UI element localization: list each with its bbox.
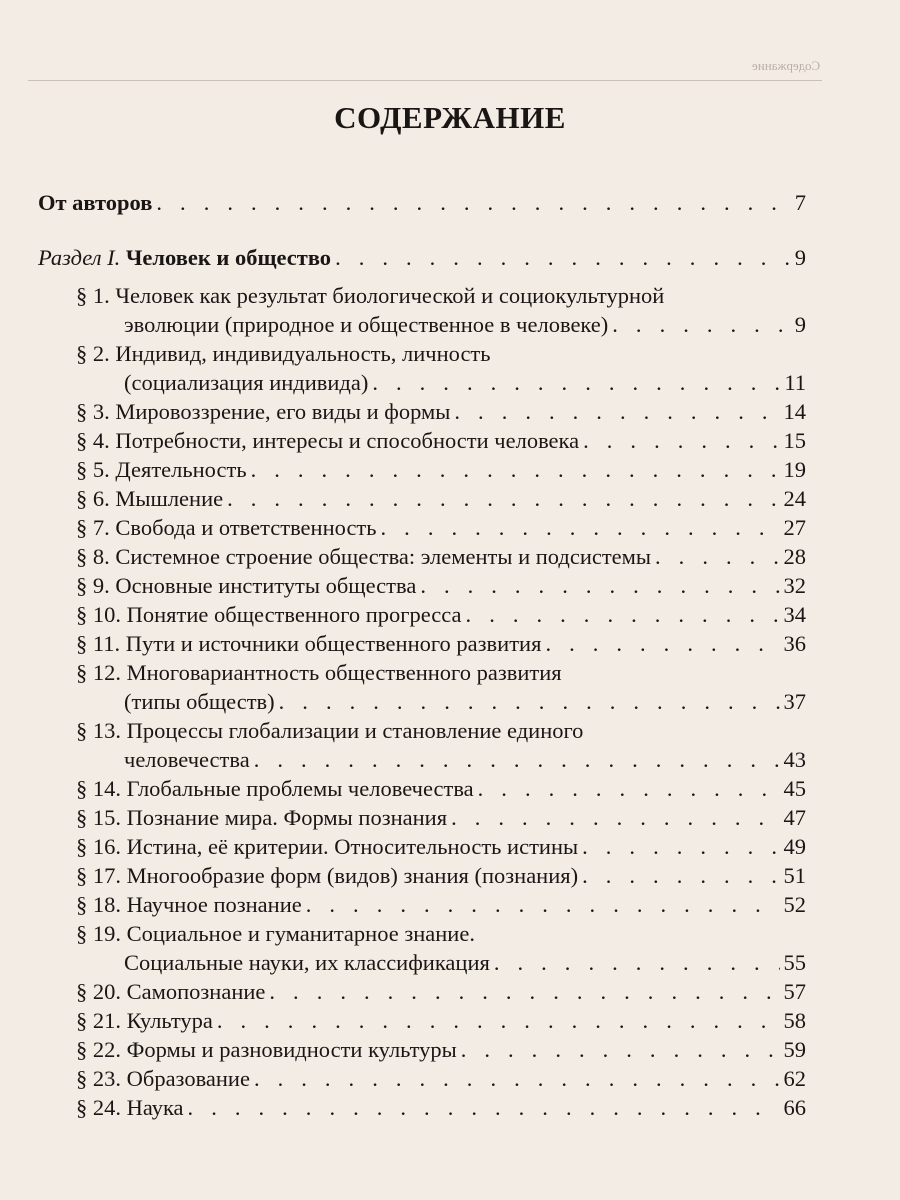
toc-entry	[38, 426, 806, 455]
entry-title: От авторов	[38, 190, 153, 215]
entry-title: § 14. Глобальные проблемы человечества	[76, 776, 474, 801]
dot-leader	[494, 948, 780, 977]
entry-title: § 6. Мышление	[76, 486, 224, 511]
toc-entry	[38, 658, 806, 687]
toc-entry	[38, 1064, 806, 1093]
entry-page: 59	[783, 1037, 806, 1062]
entry-title: человечества	[124, 747, 250, 772]
entry-page: 37	[783, 689, 806, 714]
toc-entries	[38, 281, 806, 1122]
entry-page: 47	[783, 805, 806, 830]
dot-leader	[306, 890, 780, 919]
entry-page: 19	[783, 457, 806, 482]
toc-entry-from-authors	[38, 188, 806, 217]
table-of-contents	[38, 188, 806, 1122]
dot-leader	[156, 188, 790, 217]
toc-entry	[38, 977, 806, 1006]
toc-entry	[38, 629, 806, 658]
toc-entry	[38, 1035, 806, 1064]
section-prefix: Раздел I.	[38, 245, 121, 270]
entry-title: § 16. Истина, её критерии. Относительность истины	[76, 834, 579, 859]
entry-title: § 8. Системное строение общества: элементы и подсистемы	[76, 544, 652, 569]
toc-entry	[38, 339, 806, 368]
header-rule	[28, 80, 822, 81]
entry-title: § 15. Познание мира. Формы познания	[76, 805, 448, 830]
dot-leader	[478, 774, 780, 803]
entry-title: (типы обществ)	[124, 689, 275, 714]
section-title: Человек и общество	[125, 245, 332, 270]
entry-page: 15	[783, 428, 806, 453]
dot-leader	[251, 455, 780, 484]
toc-entry	[38, 484, 806, 513]
entry-title: § 12. Многовариантность общественного развития	[76, 660, 562, 685]
entry-page: 57	[783, 979, 806, 1004]
toc-entry	[38, 368, 806, 397]
dot-leader	[582, 861, 779, 890]
toc-entry	[38, 542, 806, 571]
toc-entry	[38, 687, 806, 716]
toc-entry	[38, 832, 806, 861]
toc-entry	[38, 600, 806, 629]
toc-entry	[38, 745, 806, 774]
dot-leader	[466, 600, 780, 629]
dot-leader	[545, 629, 779, 658]
entry-page: 49	[783, 834, 806, 859]
entry-page: 9	[794, 245, 806, 270]
dot-leader	[254, 745, 780, 774]
entry-page: 24	[783, 486, 806, 511]
entry-page: 45	[783, 776, 806, 801]
entry-title: § 20. Самопознание	[76, 979, 266, 1004]
entry-title: § 7. Свобода и ответственность	[76, 515, 377, 540]
toc-entry	[38, 774, 806, 803]
dot-leader	[420, 571, 779, 600]
entry-page: 66	[783, 1095, 806, 1120]
toc-entry	[38, 890, 806, 919]
entry-page: 9	[794, 312, 806, 337]
entry-title: § 5. Деятельность	[76, 457, 247, 482]
entry-title: § 9. Основные институты общества	[76, 573, 417, 598]
entry-page: 62	[783, 1066, 806, 1091]
entry-title: § 23. Образование	[76, 1066, 250, 1091]
toc-entry	[38, 948, 806, 977]
entry-page: 27	[783, 515, 806, 540]
entry-title: § 4. Потребности, интересы и способности человека	[76, 428, 580, 453]
entry-title: § 2. Индивид, индивидуальность, личность	[76, 341, 491, 366]
toc-entry	[38, 513, 806, 542]
toc-entry	[38, 1006, 806, 1035]
dot-leader	[254, 1064, 780, 1093]
dot-leader	[279, 687, 780, 716]
toc-entry	[38, 455, 806, 484]
entry-page: 51	[783, 863, 806, 888]
toc-entry	[38, 803, 806, 832]
entry-page: 28	[783, 544, 806, 569]
dot-leader	[451, 803, 779, 832]
dot-leader	[227, 484, 779, 513]
dot-leader	[372, 368, 780, 397]
dot-leader	[583, 426, 779, 455]
dot-leader	[381, 513, 780, 542]
entry-page: 14	[783, 399, 806, 424]
page-title: СОДЕРЖАНИЕ	[334, 100, 566, 135]
entry-page: 32	[783, 573, 806, 598]
dot-leader	[461, 1035, 780, 1064]
entry-title: § 19. Социальное и гуманитарное знание.	[76, 921, 475, 946]
toc-entry	[38, 571, 806, 600]
entry-page: 36	[783, 631, 806, 656]
entry-title: эволюции (природное и общественное в человеке)	[124, 312, 609, 337]
toc-entry	[38, 281, 806, 310]
dot-leader	[454, 397, 779, 426]
entry-title: § 22. Формы и разновидности культуры	[76, 1037, 457, 1062]
entry-title: (социализация индивида)	[124, 370, 369, 395]
dot-leader	[582, 832, 779, 861]
entry-title: § 3. Мировоззрение, его виды и формы	[76, 399, 451, 424]
dot-leader	[217, 1006, 780, 1035]
entry-page: 55	[783, 950, 806, 975]
toc-section-heading	[38, 243, 806, 272]
dot-leader	[655, 542, 779, 571]
entry-title: Социальные науки, их классификация	[124, 950, 490, 975]
dot-leader	[335, 243, 791, 272]
entry-title: § 10. Понятие общественного прогресса	[76, 602, 462, 627]
entry-title: § 11. Пути и источники общественного развития	[76, 631, 542, 656]
entry-page: 34	[783, 602, 806, 627]
entry-page: 58	[783, 1008, 806, 1033]
toc-entry	[38, 310, 806, 339]
entry-title: § 17. Многообразие форм (видов) знания (познания)	[76, 863, 579, 888]
entry-page: 52	[783, 892, 806, 917]
running-head: Содержание	[751, 58, 820, 73]
dot-leader	[188, 1093, 780, 1122]
entry-page: 7	[794, 190, 806, 215]
toc-entry	[38, 861, 806, 890]
entry-page: 11	[784, 370, 806, 395]
toc-entry	[38, 716, 806, 745]
entry-title: § 18. Научное познание	[76, 892, 302, 917]
entry-title: § 24. Наука	[76, 1095, 184, 1120]
entry-title: § 13. Процессы глобализации и становление единого	[76, 718, 584, 743]
entry-page: 43	[783, 747, 806, 772]
entry-title: § 21. Культура	[76, 1008, 213, 1033]
toc-entry	[38, 1093, 806, 1122]
entry-title: § 1. Человек как результат биологической и социокультурной	[76, 283, 665, 308]
dot-leader	[269, 977, 779, 1006]
dot-leader	[612, 310, 790, 339]
toc-entry	[38, 397, 806, 426]
toc-entry	[38, 919, 806, 948]
